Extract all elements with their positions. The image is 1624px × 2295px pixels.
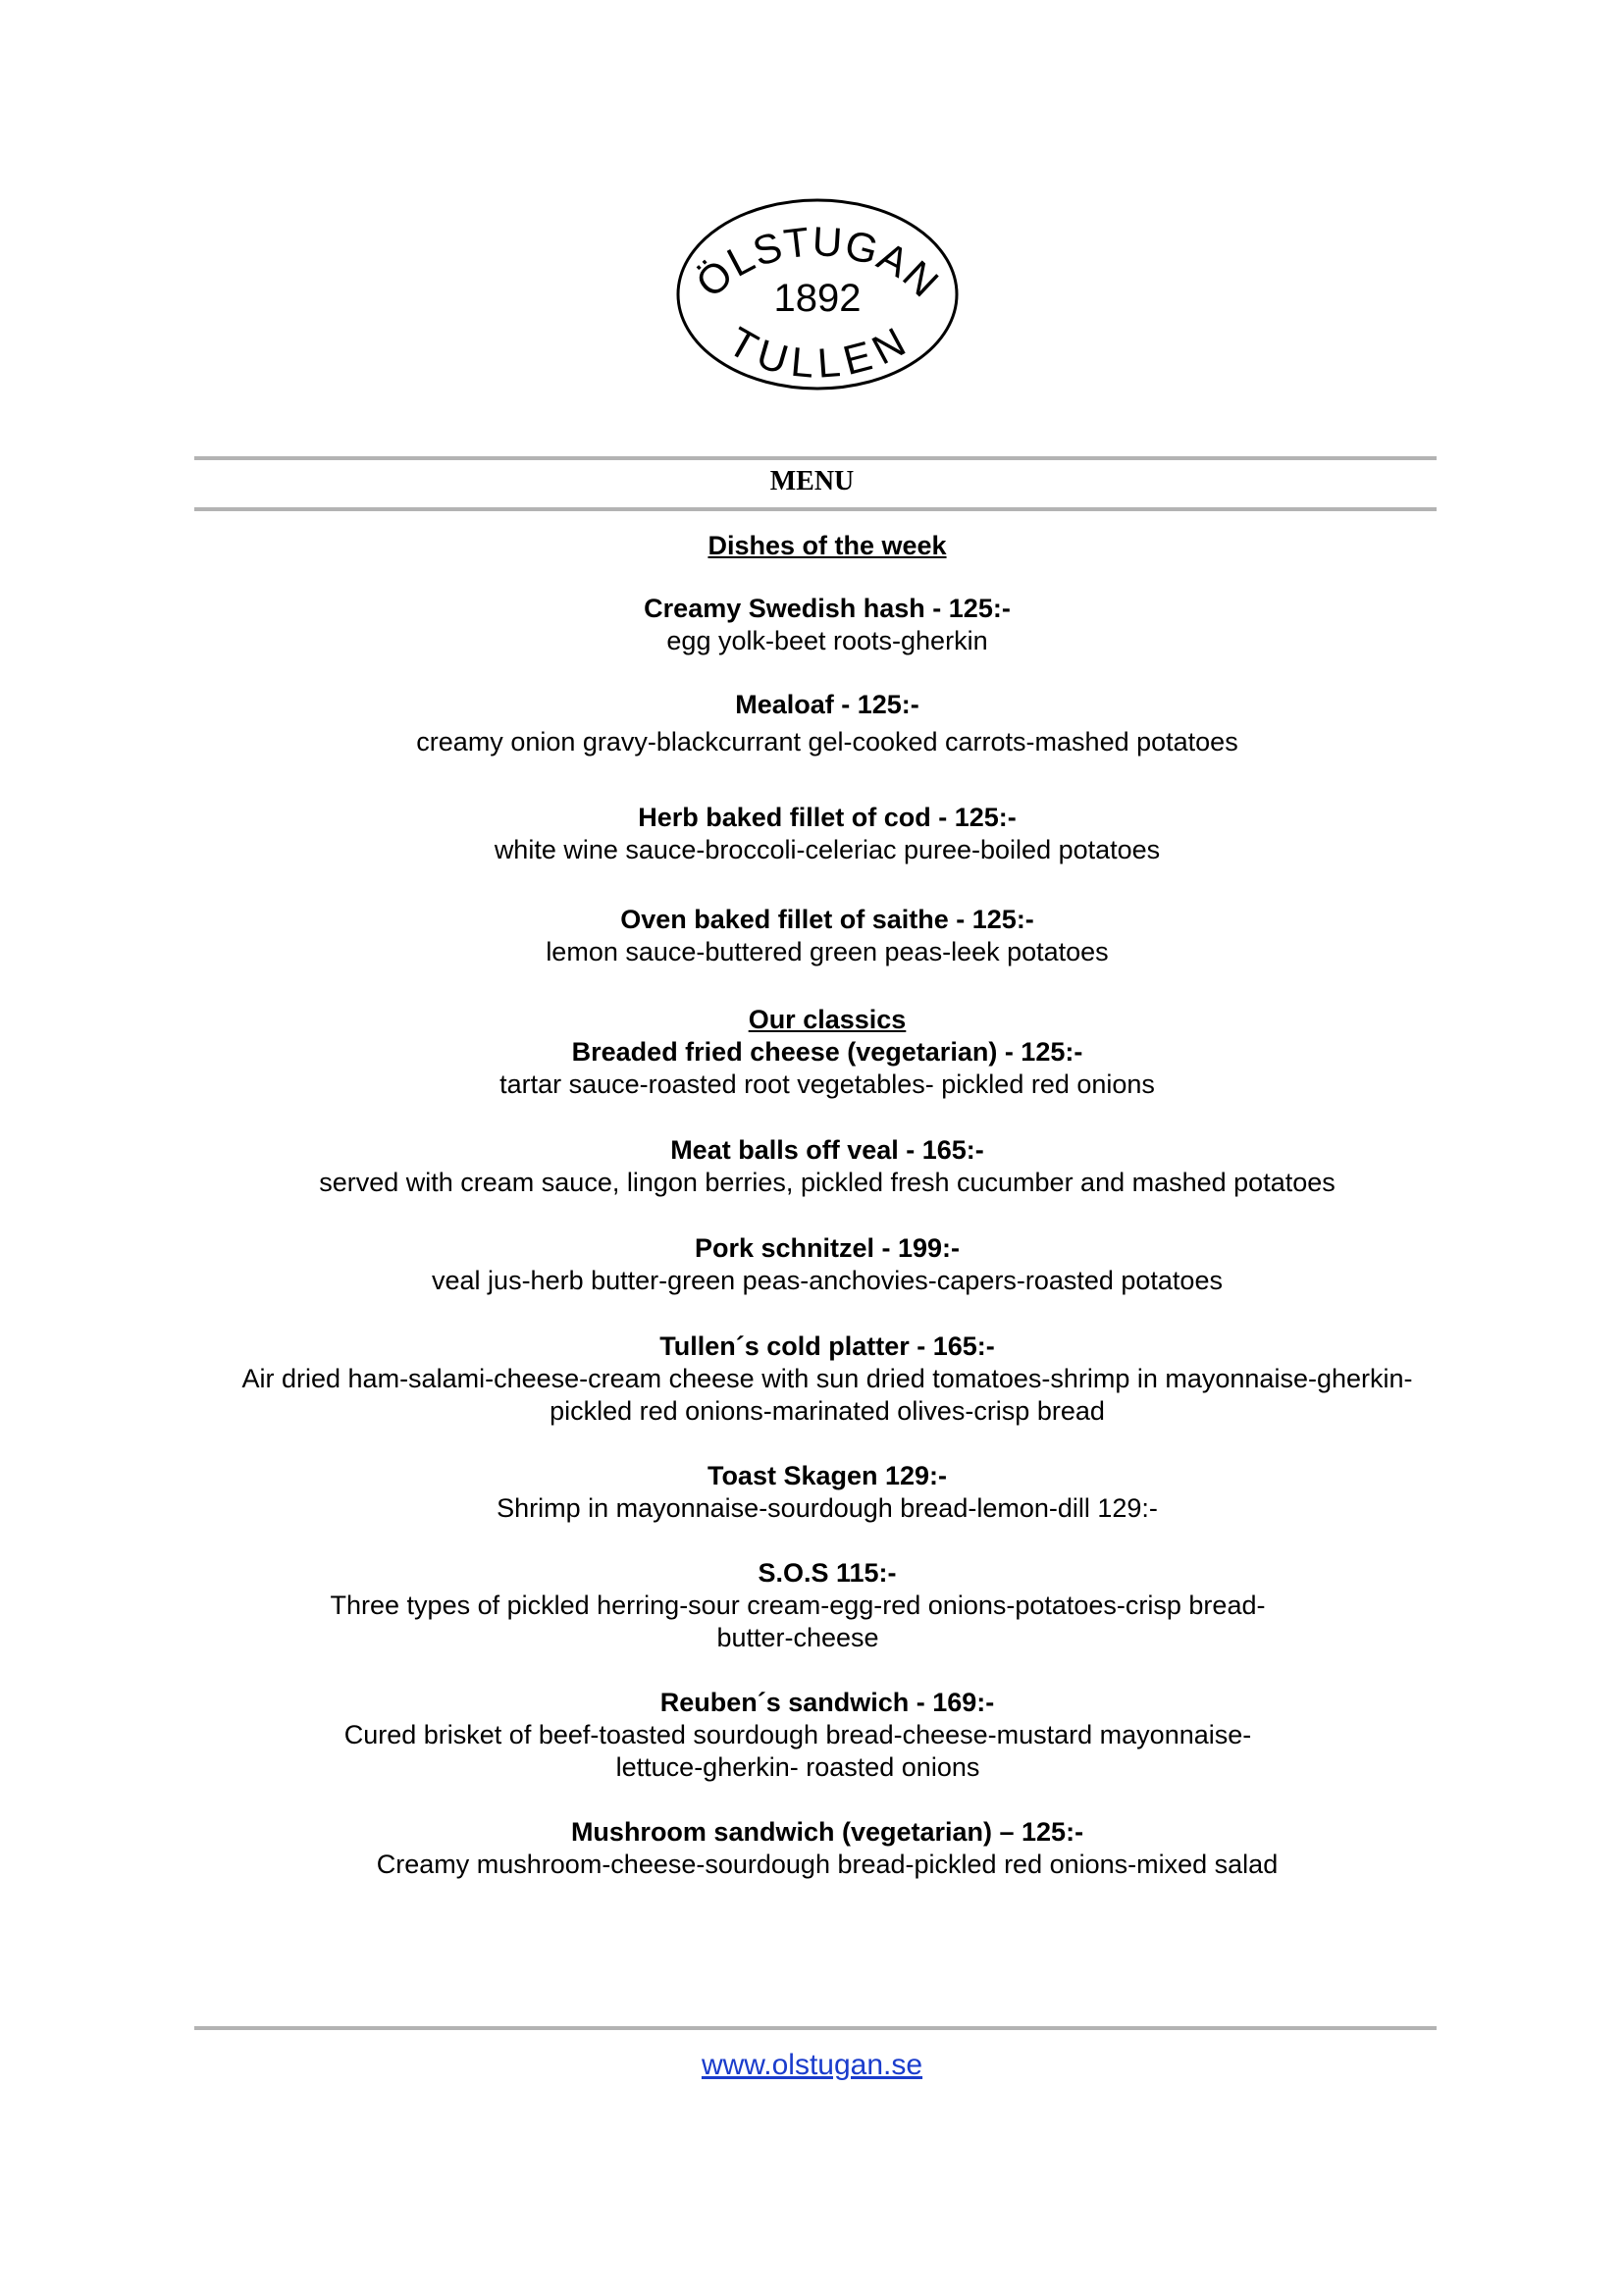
- dish-item: [194, 689, 1460, 758]
- dish-name: Reuben´s sandwich - 169:-: [659, 1688, 995, 1717]
- dish-description: egg yolk-beet roots-gherkin: [666, 626, 988, 655]
- dish-description: lemon sauce-buttered green peas-leek potatoes: [546, 937, 1109, 966]
- dish-name: Pork schnitzel: [694, 1233, 875, 1263]
- dish-name: Breaded fried cheese (vegetarian) - 125:-: [571, 1037, 1083, 1067]
- logo-year: 1892: [773, 277, 862, 320]
- dish-item: [194, 593, 1460, 657]
- dish-item: [194, 802, 1460, 866]
- menu-content: [194, 530, 1460, 1881]
- dish-item: [194, 1460, 1460, 1525]
- dish-item: [194, 1330, 1460, 1428]
- footer-website: [0, 2049, 1624, 2082]
- top-divider: [194, 456, 1437, 460]
- dish-price: - 125:-: [924, 594, 1011, 623]
- dish-description: Air dried ham-salami-cheese-cream cheese with sun dried tomatoes-shrimp in mayonnaise-gherkin-pickled red onions-marinated olives-crisp bread: [241, 1364, 1413, 1426]
- dish-description: creamy onion gravy-blackcurrant gel-cooked carrots-mashed potatoes: [416, 727, 1238, 756]
- dish-item: [194, 1687, 1460, 1784]
- dish-description: tartar sauce-roasted root vegetables- pickled red onions: [499, 1069, 1155, 1099]
- dish-name: Mushroom sandwich (vegetarian) – 125:-: [570, 1817, 1084, 1847]
- dish-item: [194, 1232, 1460, 1297]
- section-heading-week: Dishes of the week: [707, 531, 947, 560]
- logo-bottom-text: TULLEN: [720, 318, 914, 387]
- dish-name: Creamy Swedish hash: [644, 594, 925, 623]
- dish-description: white wine sauce-broccoli-celeriac puree-boiled potatoes: [494, 835, 1161, 864]
- dish-price: - 199:-: [874, 1233, 961, 1263]
- dish-name: Herb baked fillet of cod - 125:-: [638, 803, 1017, 832]
- footer-divider: [194, 2026, 1437, 2030]
- dish-name: Toast Skagen 129:-: [707, 1461, 948, 1490]
- dish-name: Meat balls off veal - 165:-: [670, 1135, 984, 1165]
- section-heading-classics: Our classics: [748, 1005, 907, 1034]
- dish-item: [194, 1036, 1460, 1101]
- dish-name: Tullen´s cold platter - 165:-: [659, 1331, 995, 1361]
- dish-item: [194, 1557, 1460, 1654]
- menu-title: MENU: [769, 466, 855, 496]
- logo-top-text: ÖLSTUGAN: [686, 218, 949, 307]
- dish-description: veal jus-herb butter-green peas-anchovies-capers-roasted potatoes: [432, 1266, 1223, 1295]
- title-divider: [194, 507, 1437, 511]
- dish-description: Three types of pickled herring-sour cream-egg-red onions-potatoes-crisp bread-butter-cheese: [330, 1591, 1266, 1652]
- dish-name: S.O.S 115:-: [758, 1558, 897, 1588]
- dish-item: [194, 1816, 1460, 1881]
- dish-description: Shrimp in mayonnaise-sourdough bread-lemon-dill 129:-: [497, 1493, 1158, 1523]
- dish-description: Cured brisket of beef-toasted sourdough bread-cheese-mustard mayonnaise-lettuce-gherkin- roasted onions: [343, 1720, 1252, 1782]
- website-link[interactable]: www.olstugan.se: [701, 2049, 923, 2081]
- dish-item: [194, 904, 1460, 968]
- dish-name: Mealoaf - 125:-: [735, 690, 919, 719]
- dish-item: [194, 1134, 1460, 1199]
- dish-description: served with cream sauce, lingon berries, pickled fresh cucumber and mashed potatoes: [319, 1168, 1336, 1197]
- restaurant-logo: [675, 196, 960, 392]
- dish-name: Oven baked fillet of saithe - 125:-: [620, 905, 1034, 934]
- dish-description: Creamy mushroom-cheese-sourdough bread-pickled red onions-mixed salad: [376, 1850, 1279, 1879]
